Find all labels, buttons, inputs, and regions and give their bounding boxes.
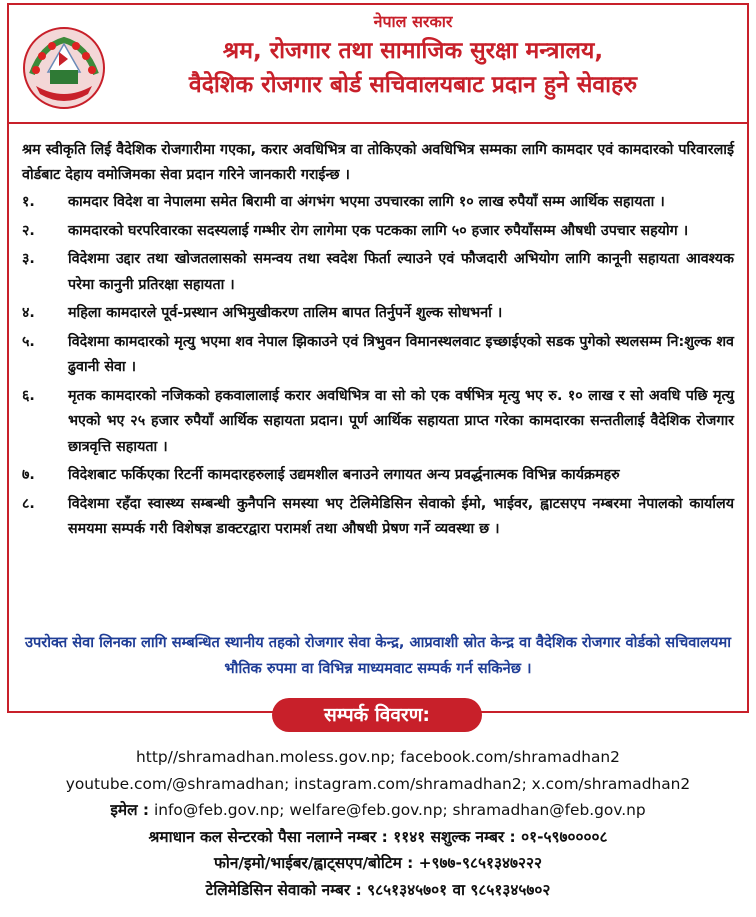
phone-line (0, 850, 756, 877)
board-title: वैदेशिक रोजगार बोर्ड सचिवालयबाट प्रदान हुने सेवाहरु (188, 72, 638, 98)
phone-label: फोन/इमो/भाईबर/ह्वाट्सएप/बोटिम : (214, 854, 414, 872)
website-line[interactable]: http//shramadhan.moless.gov.np; facebook.com/shramadhan2 (136, 748, 620, 766)
services-list (22, 190, 734, 546)
service-number: ६. (22, 387, 35, 404)
service-text: कामदारको घरपरिवारका सदस्यलाई गम्भीर रोग लागेमा एक पटकका लागि ५० हजार रुपैयाँसम्म औषधी उपचार सहयोग । (68, 222, 689, 239)
call-center-number: ११४१ (393, 827, 426, 846)
intro-paragraph: श्रम स्वीकृति लिई वैदेशिक रोजगारीमा गएका, करार अवधिभित्र वा तोकिएको अवधिभित्र सम्मका लागि कामदार एवं कामदारको परिवारलाई वोर्डबाट देहाय वमोजिमका सेवा प्रदान गरिने जानकारी गराईन्छ । (22, 142, 734, 183)
call-center-line (0, 824, 756, 851)
service-text: मृतक कामदारको नजिकको हकवालालाई करार अवधिभित्र वा सो को एक वर्षभित्र मृत्यु भए रु. १० लाख र सो अवधि पछि मृत्यु भएको भए २५ हजार रुपैयाँ आर्थिक सहायता प्रदान। पूर्ण आर्थिक सहायता प्राप्त गरेका कामदारका सन्ततीलाई वैदेशिक रोजगार छात्रवृत्ति सहायता । (68, 387, 734, 455)
email-line (0, 797, 756, 824)
service-text: विदेशमा रहँदा स्वास्थ्य सम्बन्धी कुनैपनि समस्या भए टेलिमेडिसिन सेवाको ईमो, भाईवर, ह्वाटसएप नम्बरमा नेपालको कार्यालय समयमा सम्पर्क गरी विशेषज्ञ डाक्टरद्वारा परामर्श तथा औषधी प्रेषण गर्ने व्यवस्था छ । (68, 495, 734, 537)
service-text: महिला कामदारले पूर्व-प्रस्थान अभिमुखीकरण तालिम बापत तिर्नुपर्ने शुल्क सोधभर्ना । (68, 305, 503, 321)
email-label: इमेल : (110, 801, 150, 819)
government-title: नेपाल सरकार (373, 12, 453, 31)
paid-number-label: सशुल्क नम्बर : (430, 827, 516, 846)
telemedicine-label: टेलिमेडिसिन सेवाको नम्बर : (205, 880, 362, 899)
header (110, 10, 716, 102)
telemedicine-value: ९८५१३४५७०१ वा ९८५१३४५७०२ (367, 880, 551, 899)
telemedicine-line (0, 877, 756, 904)
service-number: १. (22, 194, 35, 210)
service-item (22, 190, 734, 216)
service-item (22, 463, 734, 489)
social-media-line[interactable]: youtube.com/@shramadhan; instagram.com/shramadhan2; x.com/shramadhan2 (65, 774, 691, 793)
nepal-government-emblem-icon (22, 26, 106, 110)
call-center-label: श्रमाधान कल सेन्टरको पैसा नलाग्ने नम्बर : (148, 827, 388, 846)
service-number: ७. (22, 467, 35, 483)
phone-value: +९७७-९८५१३४७२२२ (418, 854, 542, 872)
ministry-title: श्रम, रोजगार तथा सामाजिक सुरक्षा मन्त्रालय, (222, 38, 604, 64)
service-item (22, 219, 734, 245)
service-text: विदेशमा कामदारको मृत्यु भएमा शव नेपाल झिकाउने एवं त्रिभुवन विमानस्थलवाट इच्छाईएको सडक पुगेको स्थलसम्म नि:शुल्क शव ढुवानी सेवा । (68, 333, 734, 375)
service-item (22, 301, 734, 327)
service-number: २. (22, 222, 35, 239)
service-item (22, 492, 734, 543)
service-item (22, 330, 734, 381)
service-text: विदेशमा उद्दार तथा खोजतलासको समन्वय तथा स्वदेश फिर्ता ल्याउने एवं फौजदारी अभियोग लागि कानूनी सहायता आवश्यक परेमा कानुनी प्रतिरक्षा सहायता । (68, 251, 734, 293)
service-text: विदेशबाट फर्किएका रिटर्नी कामदारहरुलाई उद्यमशील बनाउने लगायत अन्य प्रवर्द्धनात्मक विभिन्न कार्यक्रमहरु (68, 467, 620, 483)
contact-details (0, 744, 756, 903)
header-divider (7, 122, 749, 124)
service-number: ५. (22, 333, 35, 350)
service-access-note: उपरोक्त सेवा लिनका लागि सम्बन्धित स्थानीय तहको रोजगार सेवा केन्द्र, आप्रवाशी स्रोत केन्द्र वा वैदेशिक रोजगार वोर्डको सचिवालयमा भौतिक रुपमा वा विभिन्न माध्यमवाट सम्पर्क गर्न सकिनेछ । (25, 634, 731, 677)
service-text: कामदार विदेश वा नेपालमा समेत बिरामी वा अंगभंग भएमा उपचारका लागि १० लाख रुपैयाँ सम्म आर्थिक सहायता । (68, 194, 665, 210)
paid-number-value: ०१-५९७००००८ (521, 827, 608, 846)
service-number: ३. (22, 251, 35, 267)
service-item (22, 247, 734, 298)
email-value[interactable]: info@feb.gov.np; welfare@feb.gov.np; shramadhan@feb.gov.np (153, 801, 646, 819)
service-number: ४. (22, 305, 35, 321)
service-number: ८. (22, 495, 35, 512)
contact-title-badge: सम्पर्क विवरण: (272, 698, 482, 732)
service-item (22, 384, 734, 461)
